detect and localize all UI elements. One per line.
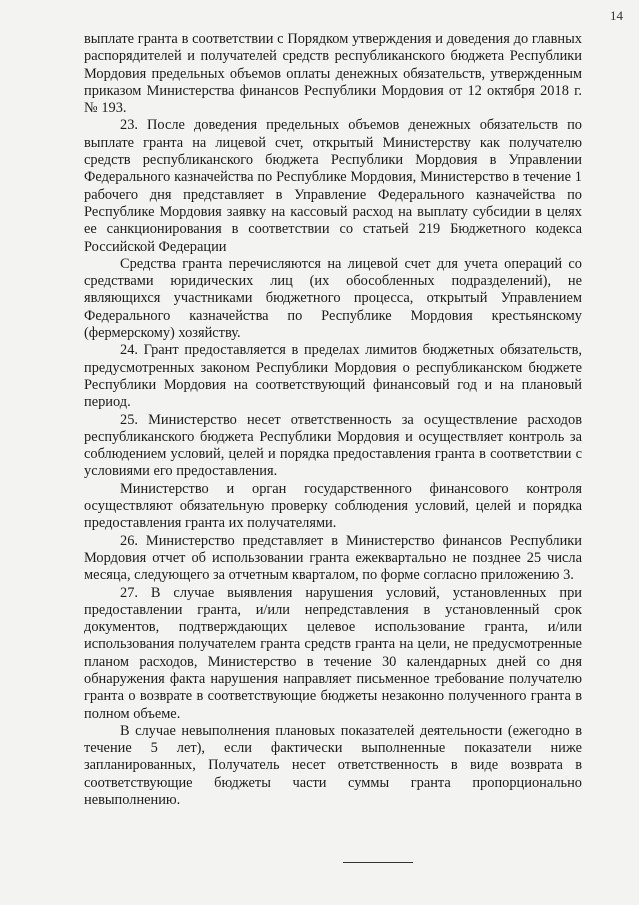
paragraph-grant-transfer: Средства гранта перечисляются на лицевой счет для учета операций со средствами юридических лиц (их обособленных подразделений), не являющихся участниками бюджетного процесса, открытый Управлением Федерального казначейства по Республике Мордовия крестьянскому (фермерскому) хозяйству. (84, 255, 582, 342)
paragraph-continuation: выплате гранта в соответствии с Порядком утверждения и доведения до главных распорядителей и получателей средств республиканского бюджета Республики Мордовия предельных объемов оплаты денежных обязательств, утвержденным приказом Министерства финансов Республики Мордовия от 12 октября 2018 г. № 193. (84, 31, 582, 117)
paragraph-24: 24. Грант предоставляется в пределах лимитов бюджетных обязательств, предусмотренных законом Республики Мордовия о республиканском бюджете Республики Мордовия на соответствующий финансовый год и на плановый период. (84, 342, 582, 411)
paragraph-23: 23. После доведения предельных объемов денежных обязательств по выплате гранта на лицевой счет, открытый Министерству как получателю средств республиканского бюджета Республики Мордовия в Управлении Федерального казначейства по Республике Мордовия, Министерство в течение 1 рабочего дня представляет в Управление Федерального казначейства по Республике Мордовия заявку на кассовый расход на выплату субсидии в целях ее санкционирования в соответствии со статьей 219 Бюджетного кодекса Российской Федерации (84, 117, 582, 255)
paragraph-25: 25. Министерство несет ответственность за осуществление расходов республиканского бюджета Республики Мордовия и осуществляет контроль за соблюдением условий, целей и порядка предоставления гранта в соответствии с условиями его предоставления. (84, 411, 582, 480)
page-number: 14 (610, 8, 623, 23)
footer-divider (343, 862, 413, 863)
paragraph-27: 27. В случае выявления нарушения условий, установленных при предоставлении гранта, и/или непредставления в установленный срок документов, подтверждающих целевое использование гранта, и/или использования получателем гранта средств гранта на цели, не предусмотренные планом расходов, Министерство в течение 30 календарных дней со дня обнаружения факта нарушения направляет письменное требование получателю гранта о возврате в соответствующие бюджеты незаконно полученного гранта в полном объеме. (84, 584, 582, 722)
paragraph-26: 26. Министерство представляет в Министерство финансов Республики Мордовия отчет об использовании гранта ежеквартально не позднее 25 числа месяца, следующего за отчетным кварталом, по форме согласно приложению 3. (84, 532, 582, 584)
paragraph-performance-refund: В случае невыполнения плановых показателей деятельности (ежегодно в течение 5 лет), если фактически выполненные показатели ниже запланированных, Получатель несет ответственность в виде возврата в соответствующие бюджеты части суммы гранта пропорционально невыполнению. (84, 722, 582, 809)
document-body (84, 31, 582, 809)
paragraph-control-check: Министерство и орган государственного финансового контроля осуществляют обязательную проверку соблюдения условий, целей и порядка предоставления гранта их получателями. (84, 480, 582, 532)
